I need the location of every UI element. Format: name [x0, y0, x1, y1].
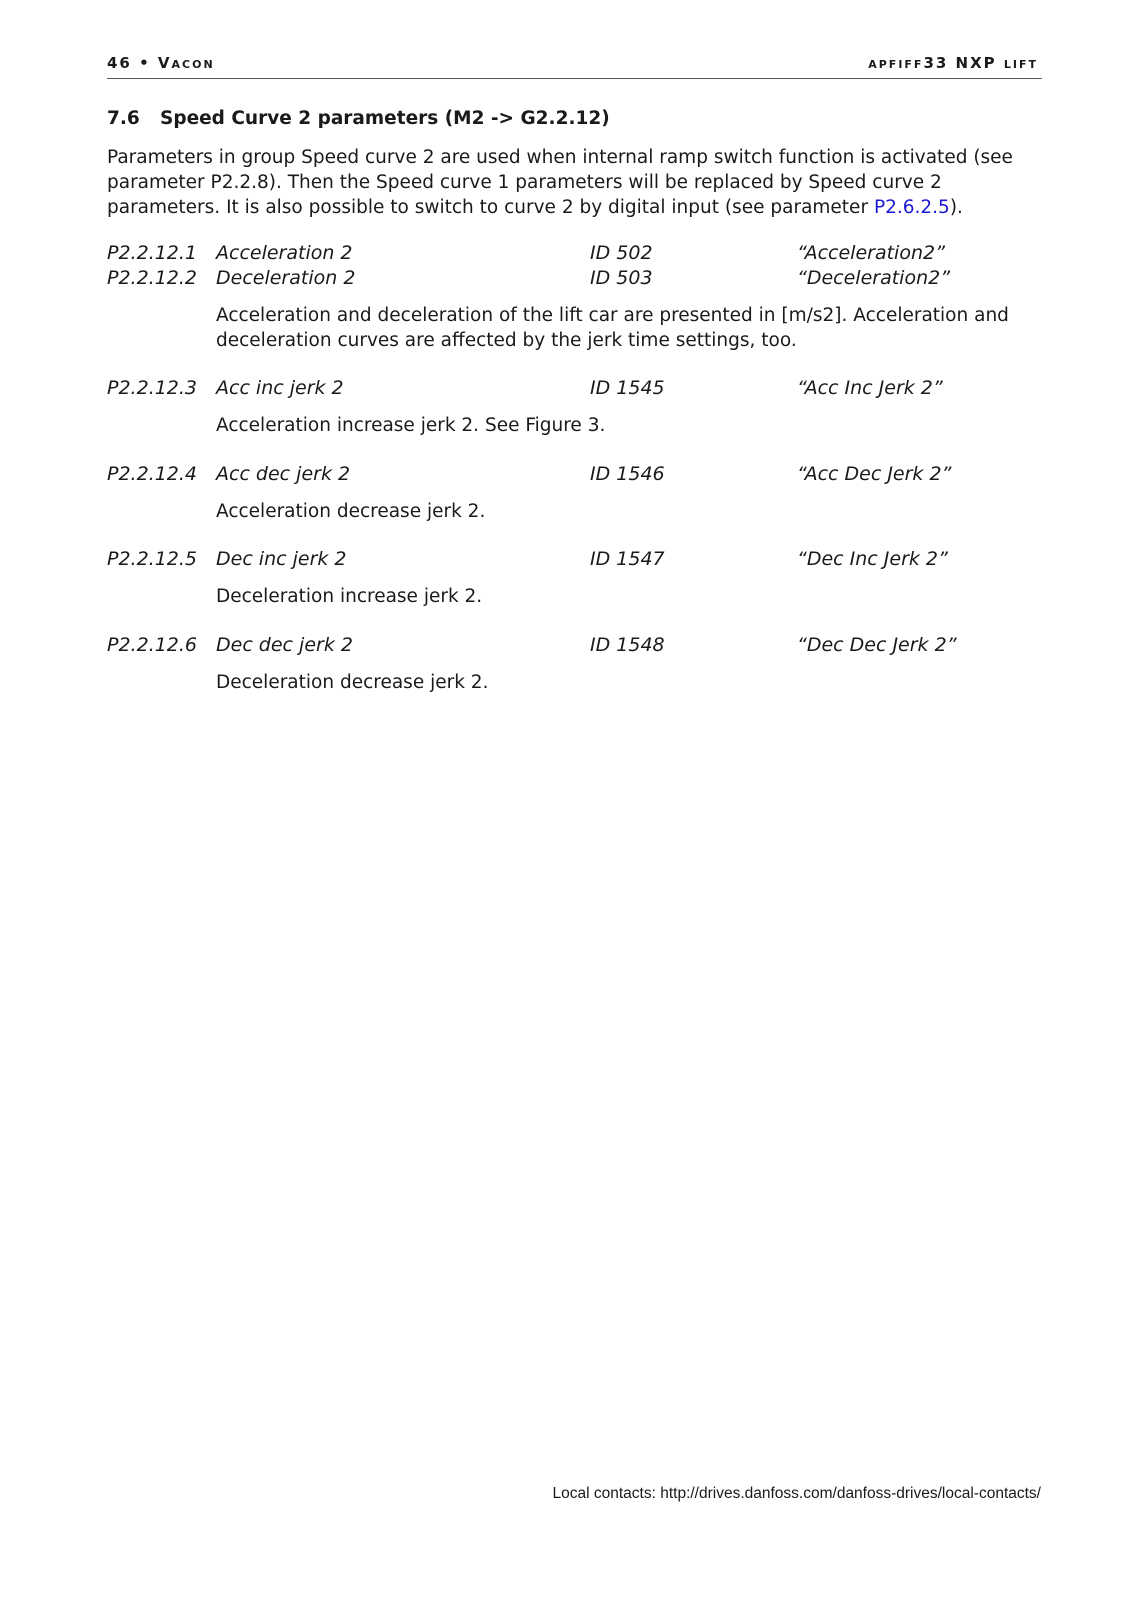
- param-code: P2.2.12.1: [107, 242, 198, 264]
- param-row-acc-inc-jerk-2: [107, 377, 1042, 402]
- section-title-text: Speed Curve 2 parameters (M2 -> G2.2.12): [160, 108, 610, 129]
- param-id: ID 1547: [590, 548, 665, 570]
- param-name: Acc dec jerk 2: [216, 463, 351, 485]
- param-code: P2.2.12.3: [107, 377, 198, 399]
- parameter-link[interactable]: P2.6.2.5: [873, 197, 950, 218]
- param-id: ID 1548: [590, 634, 665, 656]
- param-row-acc-dec-jerk-2: [107, 463, 1042, 488]
- param-description: Deceleration increase jerk 2.: [216, 586, 483, 607]
- param-label: “Deceleration2”: [797, 267, 951, 289]
- intro-paragraph: [107, 145, 1042, 220]
- param-row-deceleration-2: [107, 267, 1042, 292]
- param-row-acceleration-2: [107, 242, 1042, 267]
- param-code: P2.2.12.5: [107, 548, 198, 570]
- header-page-brand: 46 • Vacon: [107, 54, 215, 72]
- param-name: Dec dec jerk 2: [216, 634, 353, 656]
- param-label: “Dec Inc Jerk 2”: [797, 548, 948, 570]
- page-footer: Local contacts: http://drives.danfoss.com/danfoss-drives/local-contacts/: [552, 1485, 1041, 1502]
- param-description: Acceleration and deceleration of the lift car are presented in [m/s2]. Acceleration and deceleration curves are affected by the jerk time settings, too.: [216, 305, 1009, 351]
- param-id: ID 503: [590, 267, 653, 289]
- param-name: Deceleration 2: [216, 267, 356, 289]
- param-description: Deceleration decrease jerk 2.: [216, 672, 489, 693]
- param-description: Acceleration increase jerk 2. See Figure 3.: [216, 415, 606, 436]
- param-id: ID 502: [590, 242, 653, 264]
- param-name: Acc inc jerk 2: [216, 377, 344, 399]
- page-header: [107, 52, 1042, 79]
- param-label: “Acc Inc Jerk 2”: [797, 377, 943, 399]
- param-label: “Acceleration2”: [797, 242, 945, 264]
- section-title: [107, 108, 610, 129]
- param-id: ID 1545: [590, 377, 665, 399]
- param-code: P2.2.12.4: [107, 463, 198, 485]
- param-code: P2.2.12.6: [107, 634, 198, 656]
- param-name: Dec inc jerk 2: [216, 548, 347, 570]
- param-name: Acceleration 2: [216, 242, 353, 264]
- section-number: 7.6: [107, 108, 140, 129]
- param-row-dec-dec-jerk-2: [107, 634, 1042, 659]
- param-label: “Acc Dec Jerk 2”: [797, 463, 952, 485]
- intro-text-end: ).: [949, 197, 963, 218]
- param-row-dec-inc-jerk-2: [107, 548, 1042, 573]
- param-description: Acceleration decrease jerk 2.: [216, 501, 486, 522]
- param-id: ID 1546: [590, 463, 665, 485]
- param-label: “Dec Dec Jerk 2”: [797, 634, 957, 656]
- param-code: P2.2.12.2: [107, 267, 198, 289]
- intro-text: Parameters in group Speed curve 2 are used when internal ramp switch function is activated (see parameter P2.2.8). Then the Speed curve 1 parameters will be replaced by Speed curve 2 parameters. It is also possible to switch to curve 2 by digital input (see parameter: [107, 147, 1013, 218]
- header-doc-title: apfiff33 NXP lift: [868, 54, 1038, 72]
